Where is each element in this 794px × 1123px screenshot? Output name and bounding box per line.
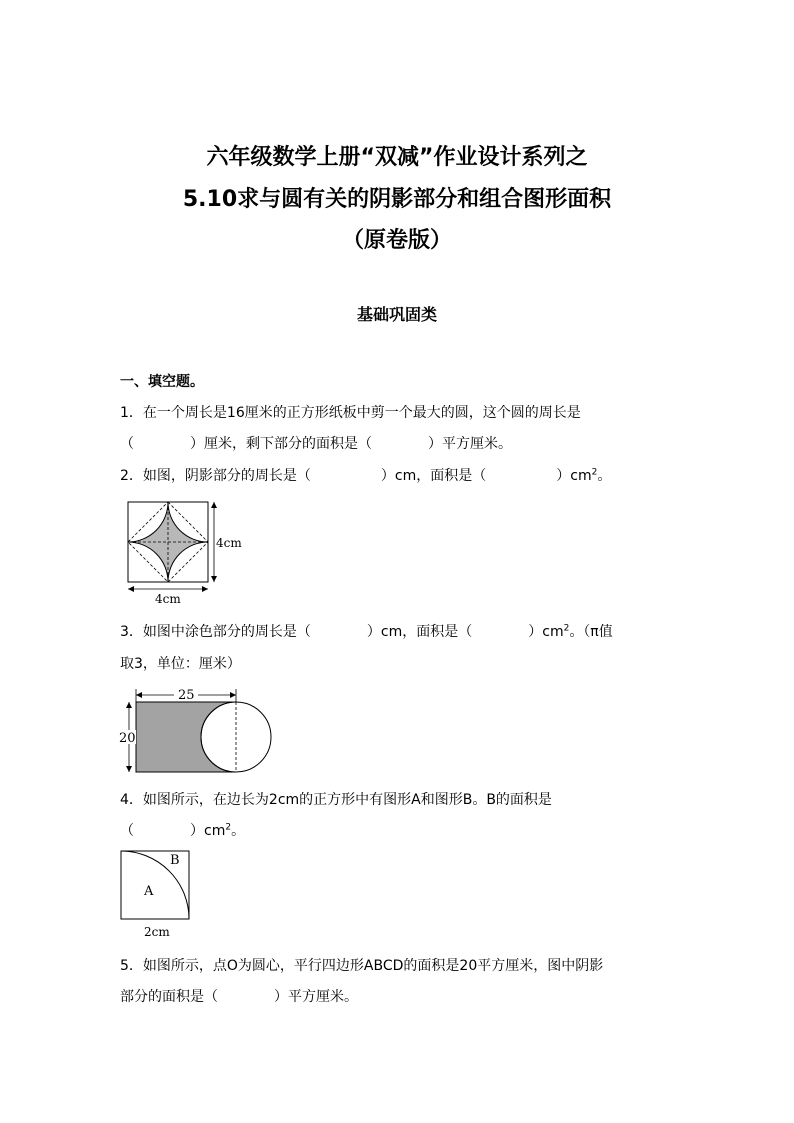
- q3-text: 3．如图中涂色部分的周长是（ ）cm，面积是（ ）cm: [120, 624, 564, 640]
- q2-figure: [118, 496, 258, 608]
- doc-title-line3: （原卷版）: [341, 228, 452, 253]
- q3-sup: 2: [563, 623, 570, 634]
- q3-figure: [116, 686, 276, 776]
- q3-arrow-up: [126, 702, 132, 708]
- q2-bottom-label: 4cm: [155, 592, 181, 606]
- q4-tail: 。: [231, 823, 246, 839]
- q2-arrow-left: [128, 586, 134, 592]
- q1-line1: 1．在一个周长是16厘米的正方形纸板中剪一个最大的圆，这个圆的周长是: [120, 405, 581, 421]
- q2-sup: 2: [591, 467, 598, 478]
- q4-text: （ ）cm: [120, 823, 226, 839]
- q4-sup: 2: [225, 822, 232, 833]
- part-heading: 一、填空题。: [120, 374, 204, 390]
- q2-line1: [120, 466, 611, 486]
- q4-line1: 4．如图所示，在边长为2cm的正方形中有图形A和图形B。B的面积是: [120, 792, 552, 808]
- q4-line2: [120, 821, 245, 841]
- q3-arrow-left: [136, 692, 142, 698]
- q2-arrow-down: [211, 576, 217, 582]
- q3-text-b: 。（π值: [569, 624, 613, 640]
- q3-left-label: 20: [119, 731, 136, 746]
- doc-title-line1: 六年级数学上册“双减”作业设计系列之: [206, 145, 588, 170]
- q4-label-a: A: [144, 884, 154, 899]
- q3-arrow-right: [230, 692, 236, 698]
- q4-figure: [116, 846, 206, 942]
- q3-arrow-down: [126, 766, 132, 772]
- q3-line1: [120, 622, 613, 642]
- q2-tail: 。: [597, 468, 612, 484]
- q4-bottom-label: 2cm: [144, 925, 170, 939]
- section-title: 基础巩固类: [356, 305, 437, 324]
- q5-line2: 部分的面积是（ ）平方厘米。: [120, 989, 358, 1005]
- doc-title-line2: 5.10求与圆有关的阴影部分和组合图形面积: [182, 187, 612, 212]
- q3-top-label: 25: [178, 688, 195, 703]
- q1-line2: （ ）厘米，剩下部分的面积是（ ）平方厘米。: [120, 436, 512, 452]
- q3-shaded-region: [136, 702, 236, 772]
- q2-arrow-right: [202, 586, 208, 592]
- q2-side-label: 4cm: [216, 536, 242, 550]
- q5-line1: 5．如图所示，点O为圆心，平行四边形ABCD的面积是20平方厘米，图中阴影: [120, 958, 604, 974]
- q2-text: 2．如图，阴影部分的周长是（ ）cm，面积是（ ）cm: [120, 468, 592, 484]
- q4-label-b: B: [170, 853, 180, 868]
- q2-arrow-up: [211, 502, 217, 508]
- q3-line2: 取3，单位：厘米）: [120, 656, 241, 672]
